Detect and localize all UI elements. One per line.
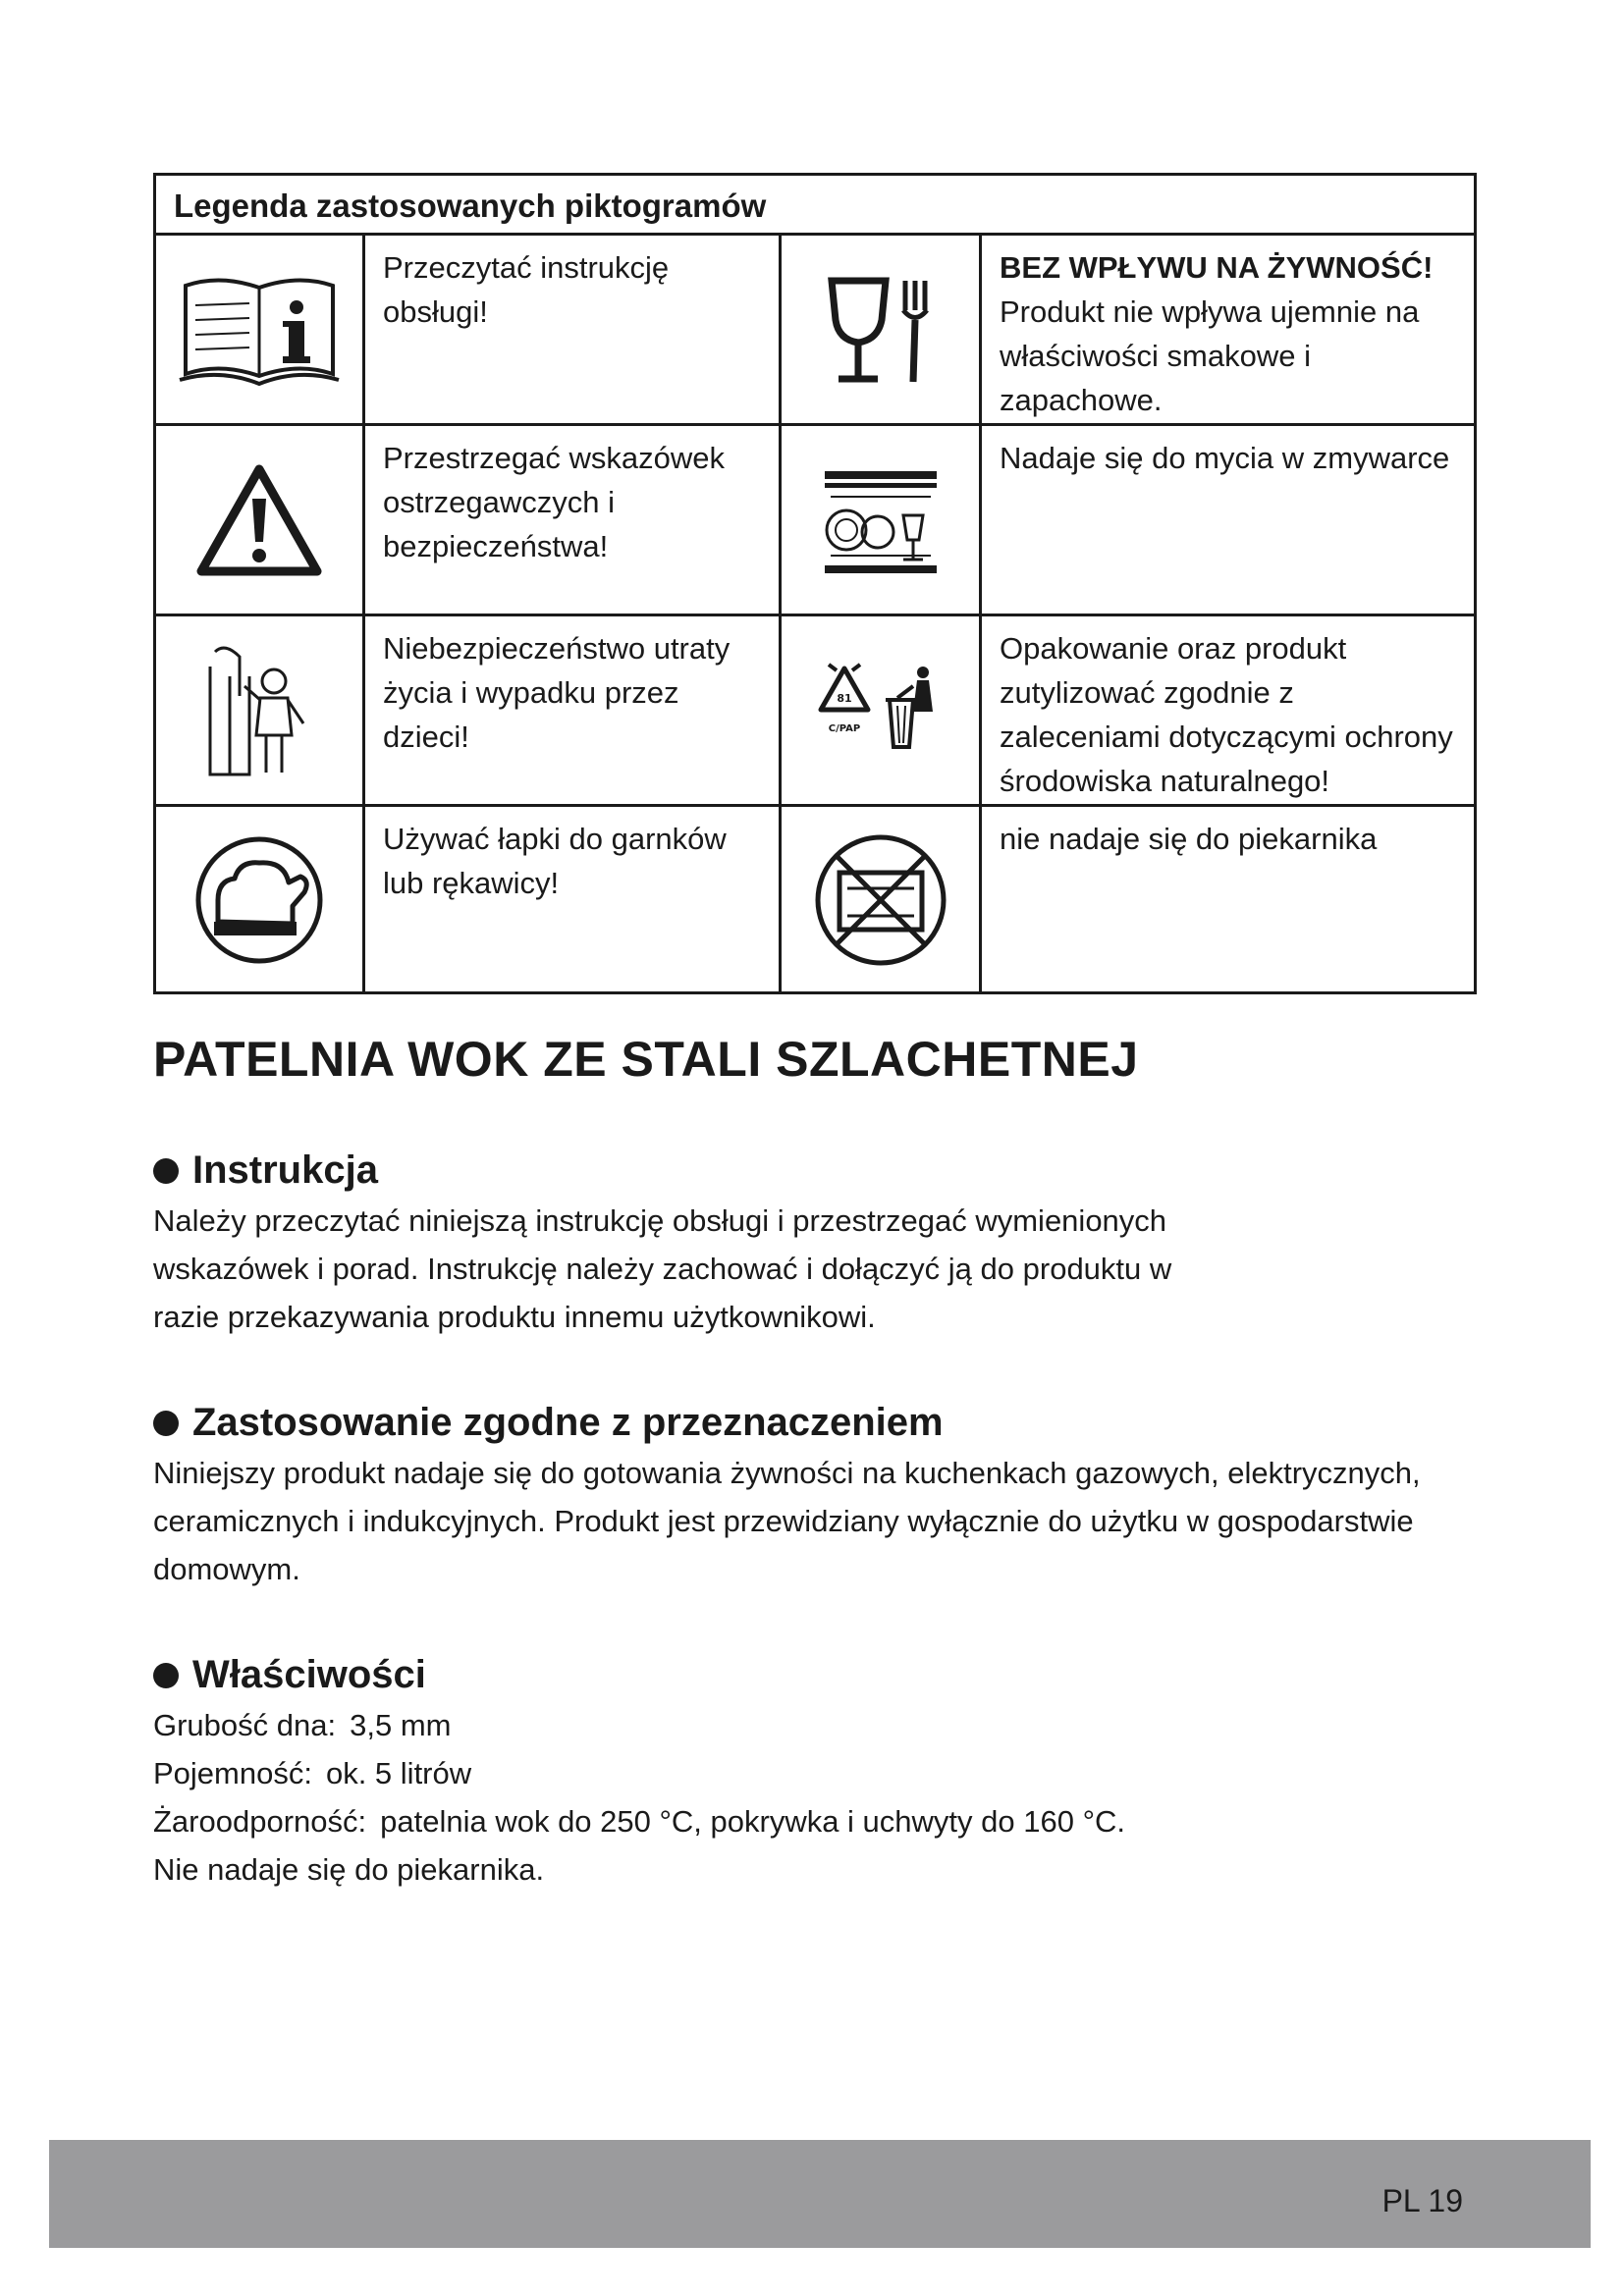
text-line: domowym. [153,1552,300,1586]
property-label: Pojemność: [153,1756,312,1790]
section-intended-use [153,1401,1528,1593]
recycling-icon [782,616,979,804]
property-note: Nie nadaje się do piekarnika. [153,1852,545,1887]
property-label: Grubość dna: [153,1708,337,1742]
section-heading-text: Instrukcja [192,1148,378,1192]
text-line: Należy przeczytać niniejszą instrukcję obsługi i przestrzegać wymienionych [153,1203,1167,1238]
text-line: ceramicznych i indukcyjnych. Produkt jest przewidziany wyłącznie do użytku w gospodarstwie [153,1504,1414,1538]
dishwasher-icon [782,426,979,614]
property-row [153,1701,1528,1749]
section-body [153,1449,1528,1593]
legend-text: Niebezpieczeństwo utraty życia i wypadku przez dzieci! [383,631,731,754]
legend-bold-text: BEZ WPŁYWU NA ŻYWNOŚĆ! [1000,250,1434,285]
section-heading [153,1653,1528,1697]
section-heading-text: Zastosowanie zgodne z przeznaczeniem [192,1401,944,1444]
legend-title: Legenda zastosowanych piktogramów [156,176,1474,236]
property-value: ok. 5 litrów [325,1756,472,1790]
recycle-code: 81 [836,691,852,705]
section-heading [153,1401,1528,1445]
footer-bar [49,2140,1591,2248]
text-line: Niniejszy produkt nadaje się do gotowania żywności na kuchenkach gazowych, elektrycznych, [153,1456,1421,1490]
property-value: patelnia wok do 250 °C, pokrywka i uchwyty do 160 °C. [380,1804,1125,1839]
section-body [153,1197,1528,1341]
page-title: PATELNIA WOK ZE STALI SZLACHETNEJ [153,1032,1139,1087]
bullet-icon [153,1411,179,1436]
text-line: wskazówek i porad. Instrukcję należy zachować i dołączyć ją do produktu w [153,1252,1172,1286]
legend-text: Opakowanie oraz produkt zutylizować zgodnie z zaleceniami dotyczącymi ochrony środowiska naturalnego! [1000,631,1453,798]
child-danger-icon [156,616,362,804]
pictogram-legend-table [153,173,1477,994]
bullet-icon [153,1663,179,1688]
bullet-icon [153,1158,179,1184]
manual-info-icon [156,236,362,423]
property-row [153,1797,1528,1845]
legend-text-food-safe [982,236,1473,423]
property-value: 3,5 mm [350,1708,452,1742]
food-safe-icon [782,236,979,423]
legend-text: nie nadaje się do piekarnika [1000,822,1378,856]
property-label: Żaroodporność: [153,1804,367,1839]
section-heading [153,1148,1528,1193]
section-instructions [153,1148,1528,1341]
legend-text: Używać łapki do garnków lub rękawicy! [383,822,727,900]
section-properties [153,1653,1528,1894]
legend-text: Nadaje się do mycia w zmywarce [1000,441,1450,475]
page-number: PL 19 [1381,2183,1463,2218]
section-heading-text: Właściwości [192,1653,426,1696]
legend-text: Przestrzegać wskazówek ostrzegawczych i bezpieczeństwa! [383,441,726,563]
recycle-label: C/PAP [828,722,860,734]
property-row [153,1749,1528,1797]
legend-text: Przeczytać instrukcję obsługi! [383,250,670,329]
text-line: razie przekazywania produktu innemu użytkownikowi. [153,1300,876,1334]
warning-triangle-icon [156,426,362,614]
no-oven-icon [782,807,979,993]
legend-text: Produkt nie wpływa ujemnie na właściwości smakowe i zapachowe. [1000,294,1420,417]
oven-mitt-icon [156,807,362,993]
properties-list [153,1701,1528,1894]
